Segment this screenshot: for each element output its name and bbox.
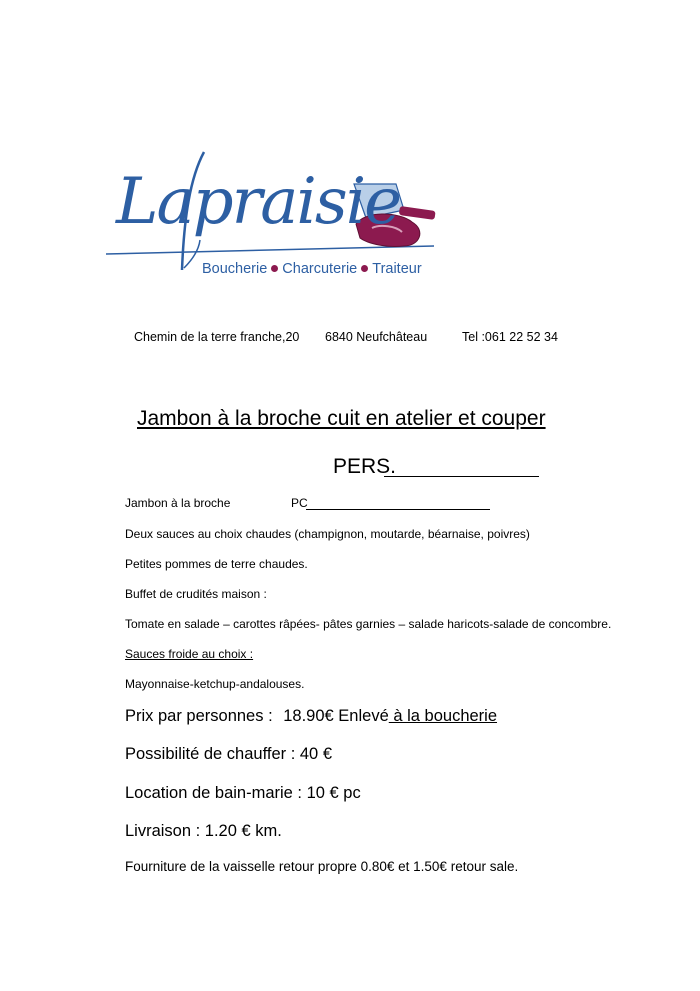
dishes-price: Fourniture de la vaisselle retour propre 0.80€ et 1.50€ retour sale. bbox=[125, 859, 519, 874]
bullet-dot-icon bbox=[271, 265, 278, 272]
logo-script-text: Lapraisie bbox=[116, 165, 401, 239]
tagline-charcuterie: Charcuterie bbox=[282, 261, 358, 277]
tagline-boucherie: Boucherie bbox=[202, 261, 268, 277]
buffet-title: Buffet de crudités maison : bbox=[125, 587, 267, 601]
ham-label: Jambon à la broche bbox=[125, 496, 231, 510]
pers-fill-line bbox=[384, 476, 539, 477]
ham-pc-label: PC bbox=[291, 496, 308, 510]
buffet-items: Tomate en salade – carottes râpées- pâtes garnies – salade haricots-salade de concombre. bbox=[125, 617, 612, 631]
pc-fill-line bbox=[306, 509, 490, 510]
price-where: à la boucherie bbox=[388, 707, 498, 725]
bain-marie-price: Location de bain-marie : 10 € pc bbox=[125, 784, 361, 802]
price-label: Prix par personnes : bbox=[125, 707, 273, 725]
bullet-dot-icon bbox=[361, 265, 368, 272]
potatoes: Petites pommes de terre chaudes. bbox=[125, 557, 308, 571]
cold-sauces-items: Mayonnaise-ketchup-andalouses. bbox=[125, 677, 305, 691]
company-logo bbox=[104, 148, 444, 283]
address-street: Chemin de la terre franche,20 bbox=[134, 330, 300, 344]
address-city: 6840 Neufchâteau bbox=[325, 330, 428, 344]
price-value: 18.90€ Enlevé bbox=[283, 707, 389, 725]
cold-sauces-title: Sauces froide au choix : bbox=[125, 647, 254, 661]
heating-price: Possibilité de chauffer : 40 € bbox=[125, 745, 332, 763]
logo-tagline bbox=[202, 262, 422, 277]
delivery-price: Livraison : 1.20 € km. bbox=[125, 822, 282, 840]
tagline-traiteur: Traiteur bbox=[372, 261, 422, 277]
hot-sauces: Deux sauces au choix chaudes (champignon, moutarde, béarnaise, poivres) bbox=[125, 527, 530, 541]
page-title: Jambon à la broche cuit en atelier et couper bbox=[137, 407, 546, 430]
address-phone: Tel :061 22 52 34 bbox=[462, 330, 558, 344]
pers-label: PERS. bbox=[333, 455, 397, 478]
price-line bbox=[125, 707, 497, 726]
